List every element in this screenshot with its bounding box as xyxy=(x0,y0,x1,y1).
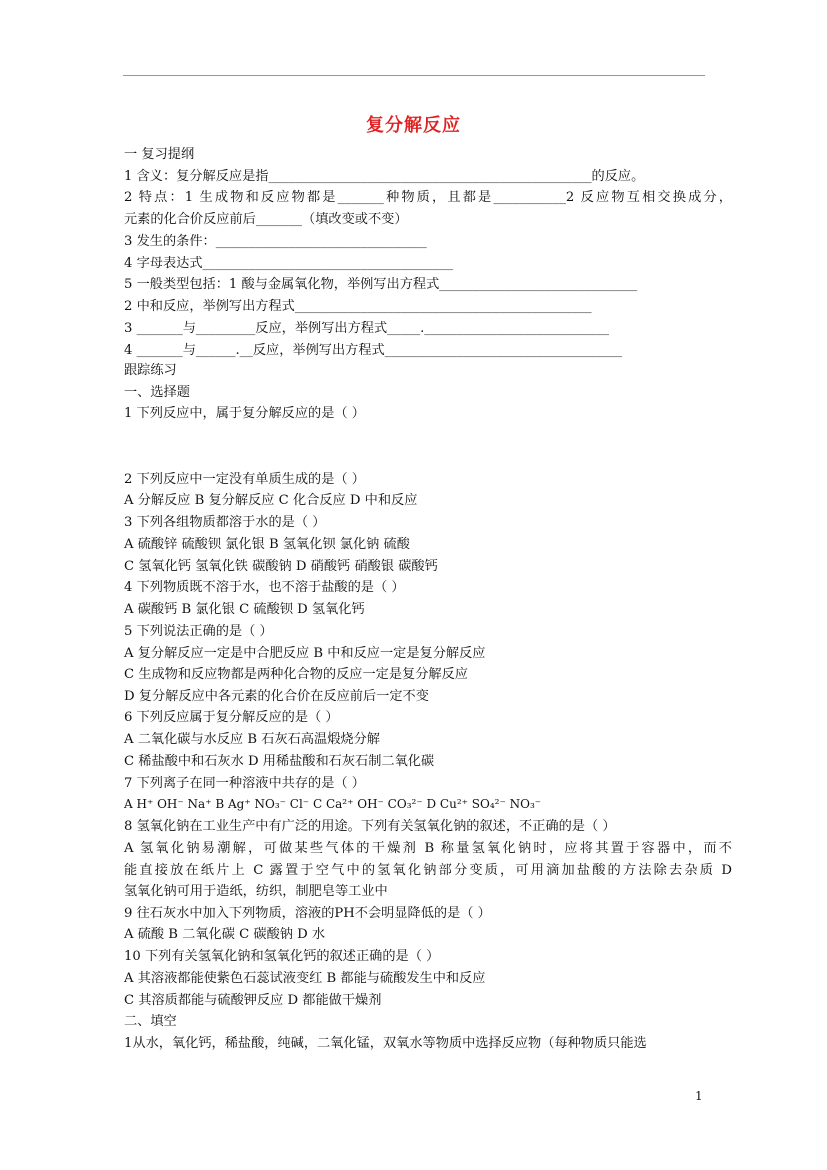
options: C 生成物和反应物都是两种化合物的反应一定是复分解反应 xyxy=(124,667,468,682)
options: A 氢氧化钠易潮解，可做某些气体的干燥剂 B 称量氢氧化钠时，应将其置于容器中，而不 xyxy=(124,841,732,856)
options: 氢氧化钠可用于造纸，纺织，制肥皂等工业中 xyxy=(124,884,388,899)
question: 2 下列反应中一定没有单质生成的是（ ） xyxy=(124,472,365,487)
text-line: 1从水，氧化钙，稀盐酸，纯碱，二氧化锰，双氧水等物质中选择反应物（每种物质只能选 xyxy=(124,1036,647,1051)
section-heading: 跟踪练习 xyxy=(124,363,177,378)
page-number: 1 xyxy=(695,1089,703,1103)
header-rule xyxy=(123,75,705,76)
text-line: 5 一般类型包括：1 酸与金属氧化物，举例写出方程式______________________________ xyxy=(124,277,638,292)
text-line: 元素的化合价反应前后_______（填改变或不变） xyxy=(124,212,408,227)
options: A 二氧化碳与水反应 B 石灰石高温煅烧分解 xyxy=(124,732,380,747)
question: 10 下列有关氢氧化钠和氢氧化钙的叙述正确的是（ ） xyxy=(124,949,440,964)
options: A 其溶液都能使紫色石蕊试液变红 B 都能与硫酸发生中和反应 xyxy=(124,971,486,986)
text-line: 3 发生的条件：________________________________ xyxy=(124,234,427,249)
question: 1 下列反应中，属于复分解反应的是（ ） xyxy=(124,406,365,421)
section-heading: 二、填空 xyxy=(124,1014,177,1029)
options: A 硫酸 B 二氧化碳 C 碳酸钠 D 水 xyxy=(124,927,326,942)
question: 5 下列说法正确的是（ ） xyxy=(124,624,273,639)
outline-heading: 一 复习提纲 xyxy=(124,147,195,162)
question: 4 下列物质既不溶于水，也不溶于盐酸的是（ ） xyxy=(124,580,405,595)
text-line: 1 含义：复分解反应是指_________________________________________________的反应。 xyxy=(124,169,645,184)
question: 7 下列离子在同一种溶液中共存的是（ ） xyxy=(124,776,365,791)
ion-options: A H⁺ OH⁻ Na⁺ B Ag⁺ NO₃⁻ Cl⁻ C Ca²⁺ OH⁻ CO₃²⁻ D Cu²⁺ SO₄²⁻ NO₃⁻ xyxy=(124,797,542,811)
text-line: 4 字母表达式______________________________________ xyxy=(124,256,454,271)
options: C 稀盐酸中和石灰水 D 用稀盐酸和石灰石制二氧化碳 xyxy=(124,754,435,769)
options: A 分解反应 B 复分解反应 C 化合反应 D 中和反应 xyxy=(124,493,418,508)
text-line: 3 _______与_________反应，举例写出方程式_____.____________________________ xyxy=(124,321,609,336)
section-heading: 一、选择题 xyxy=(124,385,190,400)
page-title: 复分解反应 xyxy=(366,115,461,136)
options: C 氢氧化钙 氢氧化铁 碳酸钠 D 硝酸钙 硝酸银 碳酸钙 xyxy=(124,559,438,574)
question: 3 下列各组物质都溶于水的是（ ） xyxy=(124,515,326,530)
options: A 碳酸钙 B 氯化银 C 硫酸钡 D 氢氧化钙 xyxy=(124,602,365,617)
options: 能直接放在纸片上 C 露置于空气中的氢氧化钠部分变质，可用滴加盐酸的方法除去杂质 D xyxy=(124,863,732,878)
text-line: 2 中和反应，举例写出方程式_____________________________________________ xyxy=(124,299,592,314)
options: A 复分解反应一定是中合肥反应 B 中和反应一定是复分解反应 xyxy=(124,646,486,661)
question: 9 往石灰水中加入下列物质，溶液的PH不会明显降低的是（ ） xyxy=(124,906,491,921)
text-line: 2 特点：1 生成物和反应物都是_______种物质，且都是___________2 反应物互相交换成分， xyxy=(124,190,732,205)
options: C 其溶质都能与硫酸钾反应 D 都能做干燥剂 xyxy=(124,993,382,1008)
options: A 硫酸锌 硫酸钡 氯化银 B 氢氧化钡 氯化钠 硫酸 xyxy=(124,537,410,552)
question: 8 氢氧化钠在工业生产中有广泛的用途。下列有关氢氧化钠的叙述，不正确的是（ ） xyxy=(124,819,616,834)
options: D 复分解反应中各元素的化合价在反应前后一定不变 xyxy=(124,689,429,704)
text-line: 4 _______与______.__反应，举例写出方程式____________________________________ xyxy=(124,343,623,358)
question: 6 下列反应属于复分解反应的是（ ） xyxy=(124,710,339,725)
